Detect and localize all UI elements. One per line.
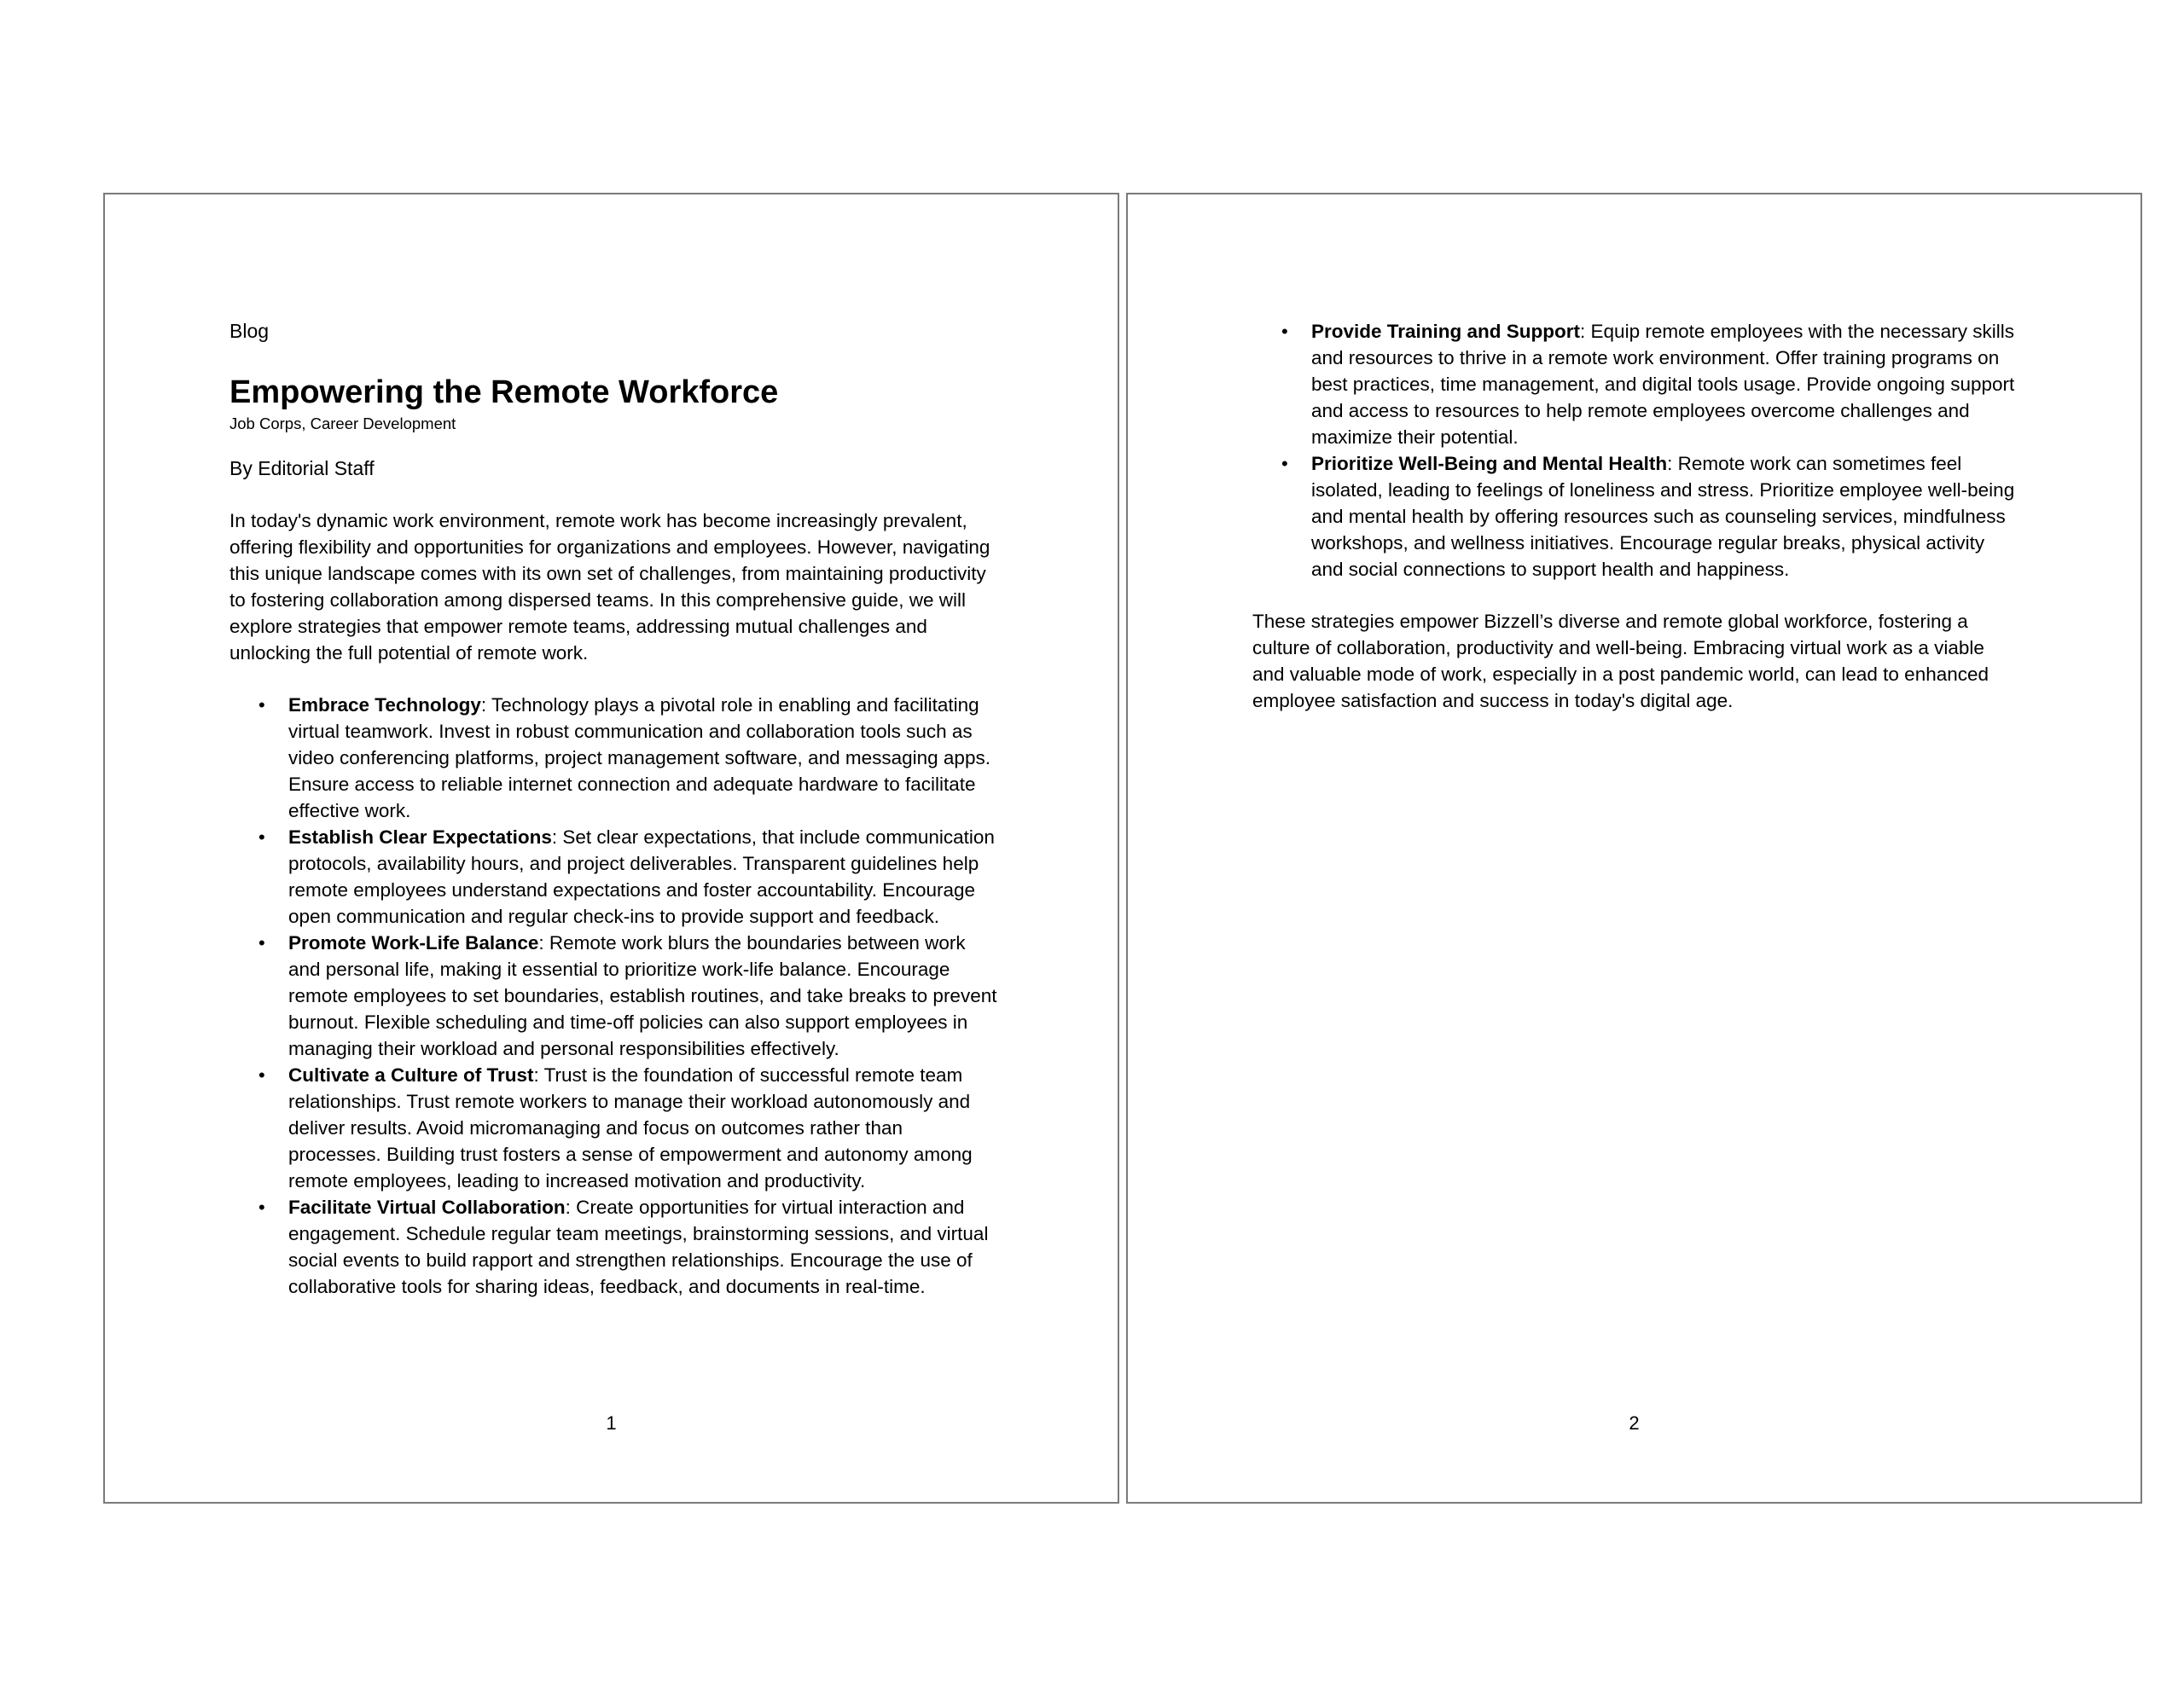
article-title: Empowering the Remote Workforce (229, 374, 779, 410)
list-item-text: : Trust is the foundation of successful remote team relationships. Trust remote workers to manage their workload autonomously and deliver results. Avoid micromanaging and focus on outcomes rather than processes. Building trust fosters a sense of empowerment and autonomy among remote employees, leading to increased motivation and productivity. (288, 1064, 973, 1191)
strategy-list-continued (1252, 318, 2020, 583)
list-item-heading: Cultivate a Culture of Trust (288, 1064, 534, 1086)
list-item (229, 1062, 997, 1194)
list-item-heading: Embrace Technology (288, 694, 481, 716)
list-item-heading: Prioritize Well-Being and Mental Health (1311, 453, 1668, 474)
list-item-heading: Establish Clear Expectations (288, 826, 552, 848)
list-item-text: : Equip remote employees with the necessary skills and resources to thrive in a remote work environment. Offer training programs on best practices, time management, and digital tools usage. Provide ongoing support and access to resources to help remote employees overcome challenges and maximize their potential. (1311, 321, 2015, 448)
list-item-text: : Technology plays a pivotal role in enabling and facilitating virtual teamwork. Invest in robust communication and collaboration tools such as video conferencing platforms, project management software, and messaging apps. Ensure access to reliable internet connection and adequate hardware to facilitate effective work. (288, 694, 990, 821)
bullet-icon: • (1281, 453, 1288, 474)
list-item-heading: Provide Training and Support (1311, 321, 1581, 342)
document-page-2 (1126, 193, 2142, 1504)
list-item (229, 692, 997, 824)
page-number: 1 (606, 1412, 617, 1434)
document-page-1 (103, 193, 1119, 1504)
list-item-heading: Facilitate Virtual Collaboration (288, 1197, 566, 1218)
page-number: 2 (1629, 1412, 1640, 1434)
bullet-icon: • (258, 932, 265, 954)
list-item-heading: Promote Work-Life Balance (288, 932, 539, 954)
list-item (1252, 450, 2020, 583)
bullet-icon: • (1281, 321, 1288, 342)
list-item-text: : Remote work blurs the boundaries between work and personal life, making it essential to prioritize work-life balance. Encourage remote employees to set boundaries, establish routines, and take breaks to prevent burnout. Flexible scheduling and time-off policies can also support employees in managing their workload and personal responsibilities effectively. (288, 932, 997, 1059)
bullet-icon: • (258, 1197, 265, 1218)
closing-paragraph: These strategies empower Bizzell’s diverse and remote global workforce, fostering a culture of collaboration, productivity and well-being. Embracing virtual work as a viable and valuable mode of work, especially in a post pandemic world, can lead to enhanced employee satisfaction and success in today's digital age. (1252, 611, 1989, 711)
list-item (229, 1194, 997, 1300)
bullet-icon: • (258, 826, 265, 848)
bullet-icon: • (258, 1064, 265, 1086)
page-1-content (229, 318, 997, 1300)
list-item-text: : Remote work can sometimes feel isolated, leading to feelings of loneliness and stress. Prioritize employee well-being and mental health by offering resources such as counseling services, mindfulness workshops, and wellness initiatives. Encourage regular breaks, physical activity and social connections to support health and happiness. (1311, 453, 2015, 580)
list-item-text: : Set clear expectations, that include communication protocols, availability hours, and project deliverables. Transparent guidelines help remote employees understand expectations and foster accountability. Encourage open communication and regular check-ins to provide support and feedback. (288, 826, 995, 927)
list-item (1252, 318, 2020, 450)
page-2-content (1252, 318, 2020, 714)
bullet-icon: • (258, 694, 265, 716)
list-item-text: : Create opportunities for virtual interaction and engagement. Schedule regular team meetings, brainstorming sessions, and virtual social events to build rapport and strengthen relationships. Encourage the use of collaborative tools for sharing ideas, feedback, and documents in real-time. (288, 1197, 989, 1297)
section-label: Blog (229, 320, 270, 342)
list-item (229, 824, 997, 930)
list-item (229, 930, 997, 1062)
article-byline: By Editorial Staff (229, 457, 375, 479)
strategy-list (229, 692, 997, 1300)
article-categories: Job Corps, Career Development (229, 415, 456, 432)
intro-paragraph: In today's dynamic work environment, remote work has become increasingly prevalent, offering flexibility and opportunities for organizations and employees. However, navigating this unique landscape comes with its own set of challenges, from maintaining productivity to fostering collaboration among dispersed teams. In this comprehensive guide, we will explore strategies that empower remote teams, addressing mutual challenges and unlocking the full potential of remote work. (229, 510, 990, 664)
